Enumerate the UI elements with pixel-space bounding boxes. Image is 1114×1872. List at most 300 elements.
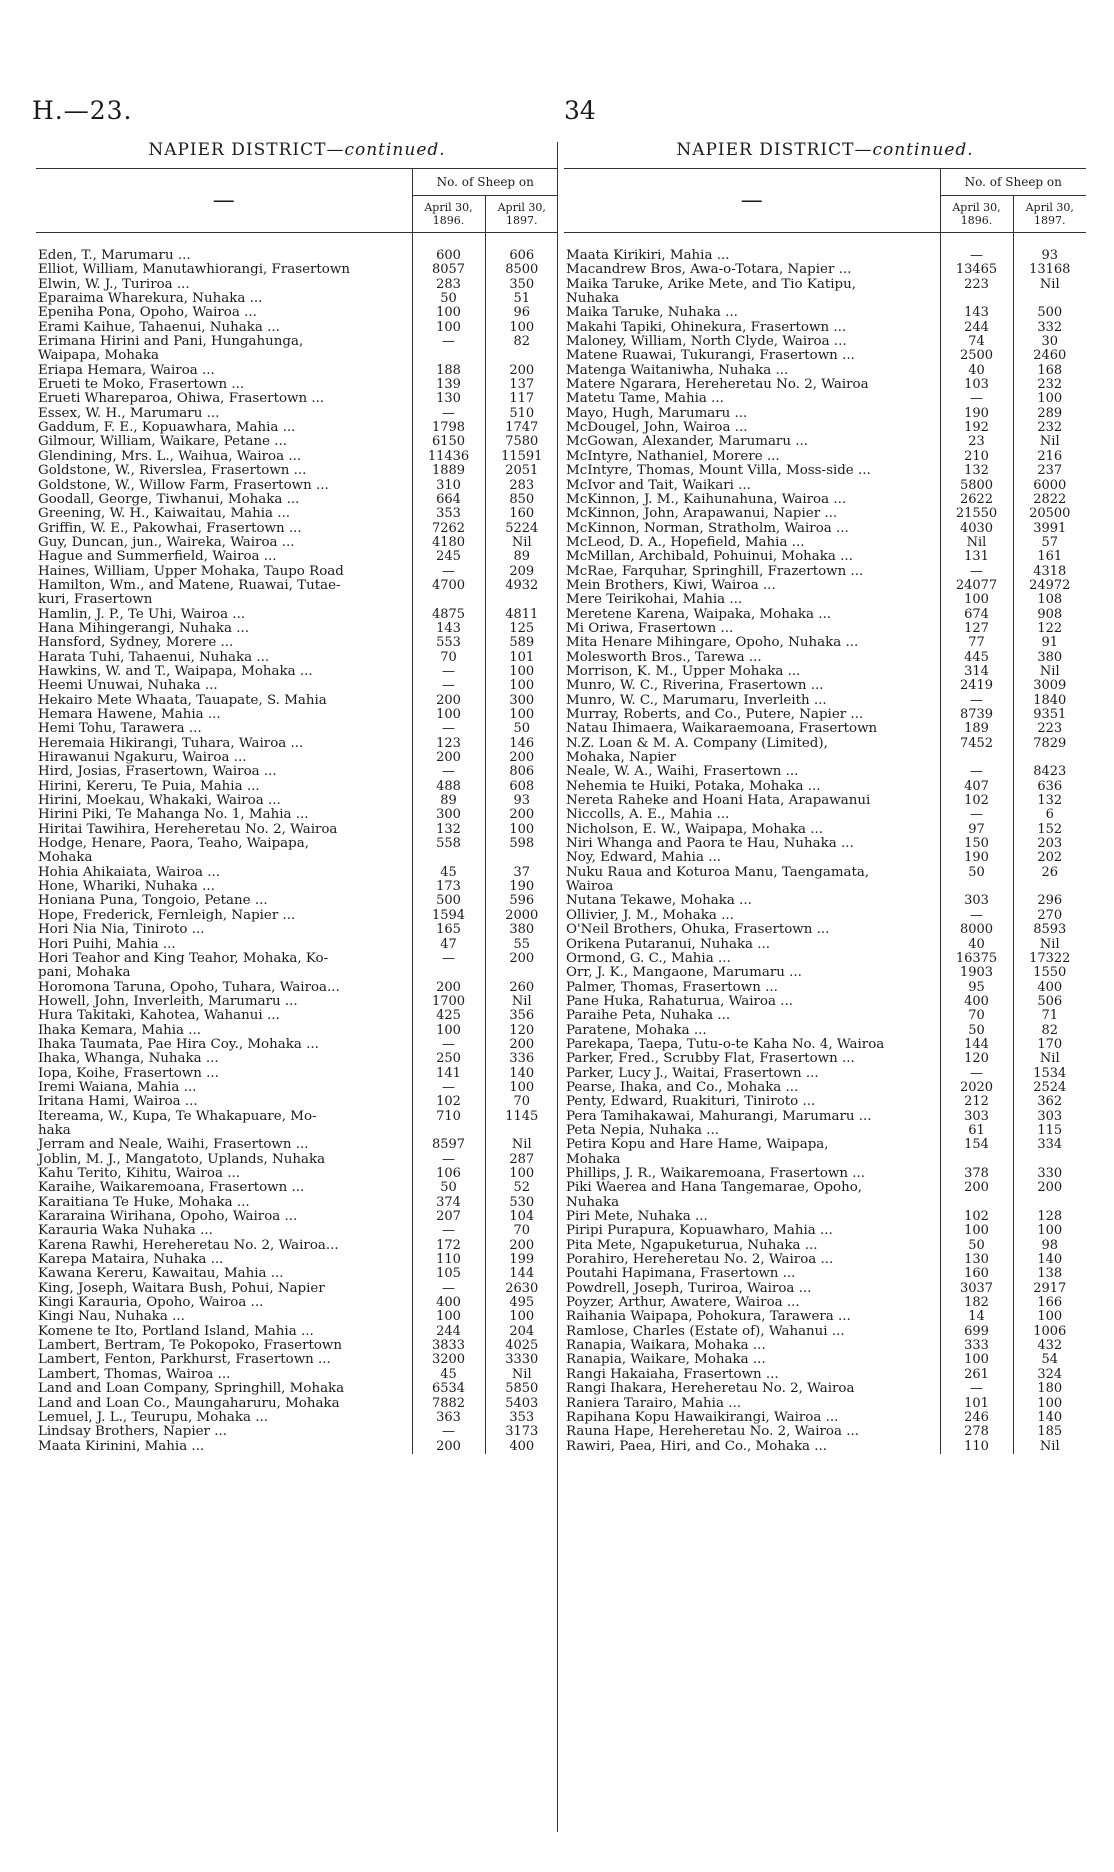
- owner-name-cell: Haines, William, Upper Mohaka, Taupo Road: [38, 564, 344, 579]
- owner-name-cell: McDougel, John, Wairoa ...: [566, 421, 748, 436]
- table-row: [36, 780, 558, 794]
- sheep-1896-cell: 101: [940, 1397, 1013, 1411]
- sheep-1896-cell: 165: [412, 923, 485, 937]
- sheep-1896-cell: 11436: [412, 450, 485, 464]
- table-row: [564, 450, 1086, 464]
- sheep-1896-cell: —: [412, 1224, 485, 1238]
- sheep-1897-cell: 506: [1013, 995, 1086, 1009]
- sheep-1896-cell: —: [412, 407, 485, 421]
- table-row: [36, 522, 558, 536]
- owner-name-cell: Hemi Tohu, Tarawera ...: [38, 722, 202, 737]
- sheep-1897-cell: 8500: [485, 263, 558, 277]
- sheep-1897-cell: [485, 593, 558, 607]
- table-row: [36, 550, 558, 564]
- owner-name-cell: Maloney, William, North Clyde, Wairoa ...: [566, 335, 847, 350]
- table-row: [564, 665, 1086, 679]
- sheep-1896-cell: 244: [412, 1325, 485, 1339]
- owner-name-cell: Pera Tamihakawai, Mahurangi, Marumaru ...: [566, 1109, 872, 1124]
- page-number: 34: [564, 96, 596, 125]
- table-row: [36, 1325, 558, 1339]
- sheep-1896-cell: 120: [940, 1052, 1013, 1066]
- owner-name-cell: Morrison, K. M., Upper Mohaka ...: [566, 664, 801, 679]
- sheep-1897-cell: Nil: [485, 1138, 558, 1152]
- sheep-1897-cell: 6000: [1013, 479, 1086, 493]
- table-row: [36, 1210, 558, 1224]
- sheep-1897-cell: 100: [485, 823, 558, 837]
- table-row: [36, 966, 558, 980]
- owner-name-cell: Pita Mete, Ngapuketurua, Nuhaka ...: [566, 1238, 818, 1253]
- owner-name-cell: Hawkins, W. and T., Waipapa, Mohaka ...: [38, 664, 313, 679]
- sheep-1896-cell: 2020: [940, 1081, 1013, 1095]
- sheep-1896-cell: 244: [940, 321, 1013, 335]
- table-row: [564, 938, 1086, 952]
- sheep-1896-cell: 1594: [412, 909, 485, 923]
- sheep-1897-cell: 5224: [485, 522, 558, 536]
- sheep-1896-cell: —: [940, 233, 1013, 264]
- sheep-1897-cell: [485, 966, 558, 980]
- owner-name-cell: Rangi Ihakara, Hereheretau No. 2, Wairoa: [566, 1382, 855, 1397]
- owner-name-cell: Land and Loan Company, Springhill, Mohaka: [38, 1382, 345, 1397]
- sheep-1896-cell: 70: [412, 651, 485, 665]
- sheep-1897-cell: [1013, 1196, 1086, 1210]
- owner-name-cell: Nutana Tekawe, Mohaka ...: [566, 894, 752, 909]
- owner-name-cell: Powdrell, Joseph, Turiroa, Wairoa ...: [566, 1281, 812, 1296]
- sheep-1897-cell: 287: [485, 1153, 558, 1167]
- owner-name-cell: Karauria Waka Nuhaka ...: [38, 1224, 213, 1239]
- owner-name-cell: Hodge, Henare, Paora, Teaho, Waipapa,: [38, 837, 309, 852]
- table-row: [564, 1024, 1086, 1038]
- sheep-1897-cell: 350: [485, 278, 558, 292]
- owner-name-cell: McMillan, Archibald, Pohuinui, Mohaka ...: [566, 550, 853, 565]
- sheep-1897-cell: 200: [485, 751, 558, 765]
- sheep-1897-cell: 89: [485, 550, 558, 564]
- owner-name-cell: Kingi Nau, Nuhaka ...: [38, 1310, 185, 1325]
- owner-name-cell: Parker, Fred., Scrubby Flat, Frasertown ...: [566, 1052, 855, 1067]
- sheep-1897-cell: 140: [1013, 1253, 1086, 1267]
- sheep-1896-cell: [412, 966, 485, 980]
- table-row: [564, 378, 1086, 392]
- owner-name-cell: McKinnon, John, Arapawanui, Napier ...: [566, 507, 838, 522]
- sheep-1897-cell: 7580: [485, 435, 558, 449]
- sheep-1897-cell: 152: [1013, 823, 1086, 837]
- owner-name-cell: Lindsay Brothers, Napier ...: [38, 1425, 227, 1440]
- table-row: [564, 1196, 1086, 1210]
- sheep-1896-cell: [940, 1196, 1013, 1210]
- sheep-1897-cell: Nil: [485, 995, 558, 1009]
- table-row: [36, 1224, 558, 1238]
- table-row: [36, 1353, 558, 1367]
- sheep-1896-cell: 40: [940, 364, 1013, 378]
- table-row: [564, 765, 1086, 779]
- owner-name-cell: McGowan, Alexander, Marumaru ...: [566, 435, 808, 450]
- sheep-1897-cell: 203: [1013, 837, 1086, 851]
- sheep-1896-cell: 200: [412, 694, 485, 708]
- table-row: [36, 536, 558, 550]
- sheep-1897-cell: 495: [485, 1296, 558, 1310]
- owner-name-cell: Erami Kaihue, Tahaenui, Nuhaka ...: [38, 320, 280, 335]
- sheep-1897-cell: 400: [1013, 981, 1086, 995]
- sheep-1897-cell: 353: [485, 1411, 558, 1425]
- sheep-1896-cell: —: [412, 1425, 485, 1439]
- sheep-1896-cell: 89: [412, 794, 485, 808]
- table-row: [564, 263, 1086, 277]
- sheep-1897-cell: Nil: [485, 1368, 558, 1382]
- sheep-1897-cell: 380: [1013, 651, 1086, 665]
- table-row: [564, 1210, 1086, 1224]
- sheep-1897-cell: 50: [485, 722, 558, 736]
- sheep-1897-cell: 200: [485, 1038, 558, 1052]
- owner-name-cell: Hiritai Tawihira, Hereheretau No. 2, Wairoa: [38, 822, 338, 837]
- table-row: [564, 679, 1086, 693]
- owner-name-cell: Ihaka Kemara, Mahia ...: [38, 1023, 202, 1038]
- owner-name-cell: Mein Brothers, Kiwi, Wairoa ...: [566, 578, 776, 593]
- owner-name-cell: Greening, W. H., Kaiwaitau, Mahia ...: [38, 507, 291, 522]
- owner-name-cell: Piri Mete, Nuhaka ...: [566, 1210, 708, 1225]
- sheep-1896-cell: 100: [412, 321, 485, 335]
- table-row: [36, 593, 558, 607]
- table-row: [36, 1196, 558, 1210]
- sheep-1897-cell: 4811: [485, 608, 558, 622]
- sheep-1896-cell: 172: [412, 1239, 485, 1253]
- right-column-title: NAPIER DISTRICT—continued.: [676, 140, 974, 160]
- owner-name-cell: Land and Loan Co., Maungaharuru, Mohaka: [38, 1396, 340, 1411]
- table-row: [36, 335, 558, 349]
- table-row: [36, 1310, 558, 1324]
- owner-name-cell: Hori Nia Nia, Tiniroto ...: [38, 923, 205, 938]
- sheep-1897-cell: 9351: [1013, 708, 1086, 722]
- sheep-1896-cell: 5800: [940, 479, 1013, 493]
- table-row: [564, 1425, 1086, 1439]
- sheep-1896-cell: 110: [412, 1253, 485, 1267]
- page-id: H.—23.: [32, 96, 133, 125]
- sheep-1897-cell: Nil: [1013, 278, 1086, 292]
- sheep-1896-cell: 4030: [940, 522, 1013, 536]
- table-row: [36, 866, 558, 880]
- table-row: [36, 995, 558, 1009]
- table-row: [36, 794, 558, 808]
- sheep-1897-cell: 510: [485, 407, 558, 421]
- table-row: [36, 450, 558, 464]
- table-row: [36, 1167, 558, 1181]
- sheep-1896-cell: 130: [412, 392, 485, 406]
- sheep-1896-cell: —: [412, 679, 485, 693]
- sheep-1896-cell: 3833: [412, 1339, 485, 1353]
- sheep-1897-cell: 336: [485, 1052, 558, 1066]
- owner-name-cell: Mayo, Hugh, Marumaru ...: [566, 406, 748, 421]
- sheep-1896-cell: 100: [412, 306, 485, 320]
- table-row: [564, 837, 1086, 851]
- sheep-1896-cell: —: [940, 1382, 1013, 1396]
- owner-name-cell: Eparaima Wharekura, Nuhaka ...: [38, 292, 263, 307]
- sheep-1897-cell: 100: [1013, 1310, 1086, 1324]
- sheep-1897-cell: 5403: [485, 1397, 558, 1411]
- owner-name-cell: Makahi Tapiki, Ohinekura, Frasertown ...: [566, 320, 847, 335]
- sheep-1896-cell: 50: [940, 866, 1013, 880]
- table-row: [36, 321, 558, 335]
- table-row: [36, 1339, 558, 1353]
- sheep-1897-cell: 5850: [485, 1382, 558, 1396]
- table-row: [564, 1253, 1086, 1267]
- sheep-1896-cell: 70: [940, 1009, 1013, 1023]
- sheep-1896-cell: 102: [940, 794, 1013, 808]
- sheep-1896-cell: 24077: [940, 579, 1013, 593]
- sheep-1896-cell: 4700: [412, 579, 485, 593]
- sheep-1896-cell: 3200: [412, 1353, 485, 1367]
- owner-name-cell: Matetu Tame, Mahia ...: [566, 392, 724, 407]
- sheep-1897-cell: 8423: [1013, 765, 1086, 779]
- owner-name-cell: McKinnon, J. M., Kaihunahuna, Wairoa ...: [566, 492, 847, 507]
- sheep-1896-cell: [412, 593, 485, 607]
- sheep-1896-cell: 200: [412, 981, 485, 995]
- table-row: [36, 636, 558, 650]
- sheep-1896-cell: 132: [412, 823, 485, 837]
- owner-name-cell: O'Neil Brothers, Ohuka, Frasertown ...: [566, 923, 830, 938]
- sheep-1896-cell: —: [412, 1153, 485, 1167]
- table-row: [36, 1124, 558, 1138]
- sheep-1896-cell: —: [940, 392, 1013, 406]
- sheep-1896-cell: —: [412, 335, 485, 349]
- sheep-1896-cell: 283: [412, 278, 485, 292]
- table-row: [564, 866, 1086, 880]
- owner-name-cell: Rangi Hakaiaha, Frasertown ...: [566, 1367, 779, 1382]
- sheep-1897-cell: 54: [1013, 1353, 1086, 1367]
- owner-name-cell: Mita Henare Mihingare, Opoho, Nuhaka ...: [566, 636, 859, 651]
- owner-name-cell: Molesworth Bros., Tarewa ...: [566, 650, 762, 665]
- sheep-1897-cell: 137: [485, 378, 558, 392]
- table-row: [36, 608, 558, 622]
- sheep-1896-cell: 100: [940, 1353, 1013, 1367]
- sheep-1896-cell: 100: [940, 1224, 1013, 1238]
- sheep-1897-cell: 100: [1013, 1397, 1086, 1411]
- sheep-1897-cell: 589: [485, 636, 558, 650]
- sheep-1897-cell: 17322: [1013, 952, 1086, 966]
- owner-name-cell: Mohaka, Napier: [566, 751, 676, 766]
- sheep-1897-cell: 11591: [485, 450, 558, 464]
- sheep-1896-cell: 4180: [412, 536, 485, 550]
- sheep-1897-cell: 3330: [485, 1353, 558, 1367]
- sheep-1896-cell: 127: [940, 622, 1013, 636]
- sheep-1896-cell: 110: [940, 1440, 1013, 1454]
- owner-name-cell: Raihania Waipapa, Pohokura, Tarawera ...: [566, 1310, 851, 1325]
- table-row: [36, 1038, 558, 1052]
- table-row: [564, 622, 1086, 636]
- sheep-1896-cell: —: [412, 1038, 485, 1052]
- sheep-1896-cell: 8739: [940, 708, 1013, 722]
- owner-name-cell: Hemara Hawene, Mahia ...: [38, 708, 221, 722]
- owner-column-header: —: [36, 169, 412, 233]
- table-row: [564, 1110, 1086, 1124]
- sheep-1897-cell: 2000: [485, 909, 558, 923]
- sheep-1897-cell: 296: [1013, 894, 1086, 908]
- sheep-1896-cell: —: [412, 952, 485, 966]
- table-row: [36, 349, 558, 363]
- sheep-1897-cell: 100: [485, 708, 558, 722]
- table-row: [564, 1167, 1086, 1181]
- owner-name-cell: Natau Ihimaera, Waikaraemoana, Frasertown: [566, 722, 878, 737]
- sheep-1897-cell: 160: [485, 507, 558, 521]
- sheep-1897-cell: 202: [1013, 851, 1086, 865]
- sheep-1896-cell: 100: [412, 1310, 485, 1324]
- sheep-1897-cell: 190: [485, 880, 558, 894]
- owner-name-cell: Heremaia Hikirangi, Tuhara, Wairoa ...: [38, 736, 304, 751]
- sheep-1897-cell: 530: [485, 1196, 558, 1210]
- owner-name-cell: Hohia Ahikaiata, Wairoa ...: [38, 865, 221, 880]
- sheep-1897-cell: 101: [485, 651, 558, 665]
- sheep-1896-cell: 173: [412, 880, 485, 894]
- table-row: [564, 1440, 1086, 1454]
- sheep-1896-cell: [940, 292, 1013, 306]
- table-row: [36, 1397, 558, 1411]
- owner-name-cell: Hori Puihi, Mahia ...: [38, 937, 176, 952]
- owner-column-header: —: [564, 169, 940, 233]
- owner-name-cell: Matene Ruawai, Tukurangi, Frasertown ...: [566, 349, 855, 364]
- sheep-1896-cell: 1798: [412, 421, 485, 435]
- owner-name-cell: Komene te Ito, Portland Island, Mahia ...: [38, 1324, 314, 1339]
- sheep-1897-cell: 51: [485, 292, 558, 306]
- owner-name-cell: Honiana Puna, Tongoio, Petane ...: [38, 894, 268, 909]
- sheep-1896-cell: 200: [412, 751, 485, 765]
- sheep-1897-cell: 2460: [1013, 349, 1086, 363]
- sheep-1897-cell: 606: [485, 233, 558, 264]
- year-1897-header: April 30, 1897.: [1013, 196, 1086, 233]
- sheep-1896-cell: 500: [412, 894, 485, 908]
- sheep-1897-cell: 122: [1013, 622, 1086, 636]
- owner-name-cell: Piki Waerea and Hana Tangemarae, Opoho,: [566, 1181, 863, 1196]
- sheep-1897-cell: Nil: [1013, 435, 1086, 449]
- sheep-1897-cell: 6: [1013, 808, 1086, 822]
- owner-name-cell: Nicholson, E. W., Waipapa, Mohaka ...: [566, 822, 824, 837]
- right-table-body: [564, 233, 1086, 1454]
- sheep-1896-cell: 1903: [940, 966, 1013, 980]
- owner-name-cell: Lambert, Fenton, Parkhurst, Frasertown ...: [38, 1353, 331, 1368]
- sheep-1896-cell: 1889: [412, 464, 485, 478]
- table-row: [564, 751, 1086, 765]
- owner-name-cell: Erueti te Moko, Frasertown ...: [38, 378, 245, 393]
- sheep-1896-cell: 50: [412, 292, 485, 306]
- table-row: [36, 1239, 558, 1253]
- owner-name-cell: Hana Mihingerangi, Nuhaka ...: [38, 621, 249, 636]
- sheep-1897-cell: 4025: [485, 1339, 558, 1353]
- table-row: [36, 851, 558, 865]
- table-row: [564, 1153, 1086, 1167]
- sheep-1896-cell: 314: [940, 665, 1013, 679]
- table-row: [564, 536, 1086, 550]
- owner-name-cell: McRae, Farquhar, Springhill, Frazertown ...: [566, 564, 864, 579]
- sheep-1897-cell: 82: [485, 335, 558, 349]
- sheep-1896-cell: 246: [940, 1411, 1013, 1425]
- table-row: [36, 1138, 558, 1152]
- sheep-1897-cell: 93: [485, 794, 558, 808]
- owner-name-cell: Elliot, William, Manutawhiorangi, Frasertown: [38, 263, 350, 278]
- table-row: [564, 981, 1086, 995]
- table-row: [564, 1411, 1086, 1425]
- table-row: [36, 1110, 558, 1124]
- sheep-1896-cell: 374: [412, 1196, 485, 1210]
- sheep-1897-cell: 908: [1013, 608, 1086, 622]
- owner-name-cell: Karena Rawhi, Hereheretau No. 2, Wairoa...: [38, 1238, 339, 1253]
- sheep-1897-cell: 334: [1013, 1138, 1086, 1152]
- table-row: [36, 1382, 558, 1396]
- sheep-1897-cell: 100: [485, 1167, 558, 1181]
- sheep-1897-cell: [485, 1124, 558, 1138]
- table-row: [564, 952, 1086, 966]
- table-row: [36, 722, 558, 736]
- sheep-1897-cell: [1013, 751, 1086, 765]
- owner-name-cell: Hirawanui Ngakuru, Wairoa ...: [38, 751, 247, 766]
- owner-name-cell: Ranapia, Waikare, Mohaka ...: [566, 1353, 766, 1368]
- owner-name-cell: Matenga Waitaniwha, Nuhaka ...: [566, 363, 789, 378]
- owner-name-cell: Horomona Taruna, Opoho, Tuhara, Wairoa...: [38, 980, 340, 995]
- table-row: [564, 1310, 1086, 1324]
- sheep-1896-cell: —: [412, 765, 485, 779]
- owner-name-cell: Niccolls, A. E., Mahia ...: [566, 808, 730, 823]
- sheep-group-header: No. of Sheep on: [412, 169, 558, 196]
- sheep-1896-cell: 558: [412, 837, 485, 851]
- sheep-1897-cell: 330: [1013, 1167, 1086, 1181]
- sheep-1896-cell: 7262: [412, 522, 485, 536]
- sheep-1896-cell: 189: [940, 722, 1013, 736]
- table-row: [564, 464, 1086, 478]
- owner-name-cell: Hori Teahor and King Teahor, Mohaka, Ko-: [38, 951, 329, 966]
- sheep-1896-cell: —: [940, 808, 1013, 822]
- table-row: [564, 651, 1086, 665]
- table-row: [564, 1224, 1086, 1238]
- sheep-1896-cell: 207: [412, 1210, 485, 1224]
- owner-name-cell: Karaihe, Waikaremoana, Frasertown ...: [38, 1181, 305, 1196]
- sheep-1897-cell: 82: [1013, 1024, 1086, 1038]
- owner-name-cell: King, Joseph, Waitara Bush, Pohui, Napier: [38, 1281, 325, 1296]
- sheep-1896-cell: 188: [412, 364, 485, 378]
- table-row: [564, 1382, 1086, 1396]
- sheep-1896-cell: —: [940, 909, 1013, 923]
- sheep-1897-cell: 161: [1013, 550, 1086, 564]
- owner-name-cell: Gilmour, William, Waikare, Petane ...: [38, 435, 288, 450]
- left-table-body: [36, 233, 558, 1454]
- owner-name-cell: haka: [38, 1123, 71, 1138]
- table-row: [564, 1095, 1086, 1109]
- owner-name-cell: Eriapa Hemara, Wairoa ...: [38, 363, 215, 378]
- owner-name-cell: Ollivier, J. M., Mohaka ...: [566, 908, 734, 923]
- owner-name-cell: Howell, John, Inverleith, Marumaru ...: [38, 994, 298, 1009]
- sheep-1896-cell: 278: [940, 1425, 1013, 1439]
- sheep-1896-cell: 400: [940, 995, 1013, 1009]
- sheep-1897-cell: 144: [485, 1267, 558, 1281]
- owner-name-cell: Rauna Hape, Hereheretau No. 2, Wairoa ...: [566, 1425, 860, 1440]
- owner-name-cell: Raniera Tarairo, Mahia ...: [566, 1396, 741, 1411]
- table-row: [564, 1353, 1086, 1367]
- sheep-1896-cell: 144: [940, 1038, 1013, 1052]
- sheep-1897-cell: 608: [485, 780, 558, 794]
- table-row: [36, 364, 558, 378]
- sheep-1896-cell: 210: [940, 450, 1013, 464]
- owner-name-cell: Karaitiana Te Huke, Mohaka ...: [38, 1195, 250, 1210]
- table-row: [564, 636, 1086, 650]
- table-row: [564, 923, 1086, 937]
- sheep-1897-cell: Nil: [485, 536, 558, 550]
- sheep-1896-cell: 130: [940, 1253, 1013, 1267]
- owner-name-cell: Wairoa: [566, 880, 614, 895]
- owner-name-cell: Phillips, J. R., Waikaremoana, Frasertown ...: [566, 1167, 865, 1181]
- sheep-1896-cell: —: [940, 1067, 1013, 1081]
- table-row: [36, 765, 558, 779]
- owner-name-cell: Karepa Mataira, Nuhaka ...: [38, 1253, 224, 1268]
- table-row: [36, 909, 558, 923]
- table-row: [36, 407, 558, 421]
- sheep-1897-cell: 270: [1013, 909, 1086, 923]
- table-row: [564, 1009, 1086, 1023]
- sheep-1896-cell: 261: [940, 1368, 1013, 1382]
- owner-name-cell: Itereama, W., Kupa, Te Whakapuare, Mo-: [38, 1109, 317, 1124]
